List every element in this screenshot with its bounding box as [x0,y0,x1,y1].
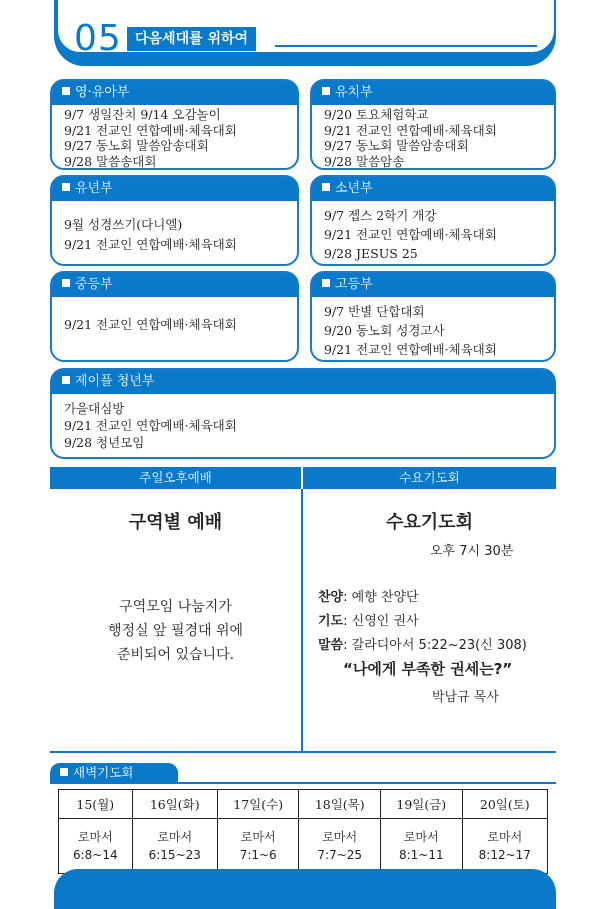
notice-line: 행정실 앞 필경대 위에 [107,623,244,639]
day-cell: 20일(토) [462,790,547,819]
dept-name: 제이플 청년부 [75,374,155,389]
sunday-afternoon-header: 주일오후예배 [50,467,301,489]
dept-header [312,273,554,297]
dept-line: 9/7 생일잔치 9/14 오감놀이 [64,107,221,122]
dawn-prayer-rule [50,782,556,784]
sunday-afternoon-title: 구역별 예배 [128,512,223,533]
scripture-book: 로마서 [157,830,193,844]
dept-header [52,81,297,105]
dept-header [52,370,554,394]
dept-line: 9/7 반별 단합대회 [324,304,425,319]
sunday-afternoon-notice [50,595,301,667]
dept-header [312,81,554,105]
footer-band [54,869,556,909]
wednesday-title: 수요기도회 [386,512,473,533]
section-bottom-rule [50,751,556,753]
scripture-cell [299,819,381,874]
scripture-cell [59,819,133,874]
preacher: 박남규 목사 [432,690,499,705]
notice-line: 구역모임 나눔지가 [119,599,232,615]
square-bullet-icon [62,87,70,95]
day-cell: 17일(수) [217,790,299,819]
dawn-prayer-header [50,763,178,783]
dept-line: 9/28 말씀송대회 [64,153,157,169]
dept-line: 9/27 동노회 말씀암송대회 [324,138,469,153]
dept-line: 9/27 동노회 말씀암송대회 [64,138,209,153]
scripture-book: 로마서 [77,830,113,844]
prayer-value: : 신영인 권사 [343,614,419,629]
table-row [59,819,548,874]
dept-box-elementary [50,175,299,266]
dept-box-infant [50,79,299,170]
notice-line: 준비되어 있습니다. [116,647,235,663]
dept-line: 9/21 전교인 연합예배·체육대회 [324,342,497,357]
word-label: 말씀 [318,638,344,653]
dept-header [52,273,297,297]
dept-name: 고등부 [335,277,373,292]
dept-box-middle [50,271,299,362]
dept-line: 9/28 JESUS 25 [324,246,418,261]
wednesday-time: 오후 7시 30분 [430,544,514,559]
dept-name: 영·유아부 [75,85,130,100]
dept-header [52,177,297,201]
dept-line: 9/28 청년모임 [64,435,145,450]
square-bullet-icon [322,279,330,287]
scripture-ref: 8:12~17 [478,848,531,862]
square-bullet-icon [62,279,70,287]
prayer-label: 기도 [318,614,344,629]
dawn-prayer-title: 새벽기도회 [73,765,134,780]
wednesday-header: 수요기도회 [303,467,556,489]
dawn-prayer-table [58,789,548,874]
square-bullet-icon [322,87,330,95]
dept-name: 소년부 [335,181,373,196]
dept-line: 가을대심방 [64,401,125,416]
section-number: 05 [74,18,122,59]
square-bullet-icon [62,183,70,191]
scripture-cell [132,819,217,874]
dept-line: 9/20 토요체험학교 [324,107,429,122]
scripture-ref: 7:1~6 [239,848,277,862]
dept-name: 유치부 [335,85,373,100]
table-row [59,790,548,819]
scripture-cell [217,819,299,874]
dept-line: 9/21 전교인 연합예배·체육대회 [64,122,237,138]
word-value: : 갈라디아서 5:22~23(신 308) [343,638,527,653]
day-cell: 16일(화) [132,790,217,819]
sermon-title: “나에게 부족한 권세는?” [343,660,513,678]
praise-row [318,586,419,605]
dept-line: 9/20 동노회 성경고사 [324,323,445,338]
praise-value: : 예향 찬양단 [343,590,419,605]
dept-line: 9/21 전교인 연합예배·체육대회 [64,237,237,252]
dept-box-youth [310,175,556,266]
day-cell: 18일(목) [299,790,381,819]
dept-line: 9/7 젭스 2학기 개강 [324,208,437,223]
scripture-ref: 6:15~23 [148,848,201,862]
scripture-book: 로마서 [403,830,439,844]
dept-line: 9/21 전교인 연합예배·체육대회 [324,122,497,138]
day-cell: 15(월) [59,790,133,819]
dept-line: 9/21 전교인 연합예배·체육대회 [324,227,497,242]
square-bullet-icon [62,376,70,384]
dept-line: 9/28 말씀암송 [324,153,405,169]
scripture-ref: 7:7~25 [317,848,363,862]
dept-name: 유년부 [75,181,113,196]
dept-line: 9/21 전교인 연합예배·체육대회 [64,317,237,332]
dept-box-high [310,271,556,362]
dept-header [312,177,554,201]
dept-line: 9/21 전교인 연합예배·체육대회 [64,418,237,433]
scripture-cell [381,819,463,874]
dept-box-kindergarten [310,79,556,170]
praise-label: 찬양 [318,590,344,605]
section-title-underline [275,45,537,47]
dept-line: 9월 성경쓰기(다니엘) [64,217,183,232]
prayer-row [318,610,419,629]
scripture-book: 로마서 [487,830,523,844]
word-row [318,634,527,653]
dept-box-young-adult [50,368,556,459]
scripture-cell [462,819,547,874]
square-bullet-icon [60,768,68,776]
scripture-book: 로마서 [322,830,358,844]
scripture-book: 로마서 [240,830,276,844]
scripture-ref: 8:1~11 [398,848,444,862]
day-cell: 19일(금) [381,790,463,819]
scripture-ref: 6:8~14 [72,848,118,862]
square-bullet-icon [322,183,330,191]
dept-name: 중등부 [75,277,113,292]
section-title: 다음세대를 위하여 [127,27,256,51]
